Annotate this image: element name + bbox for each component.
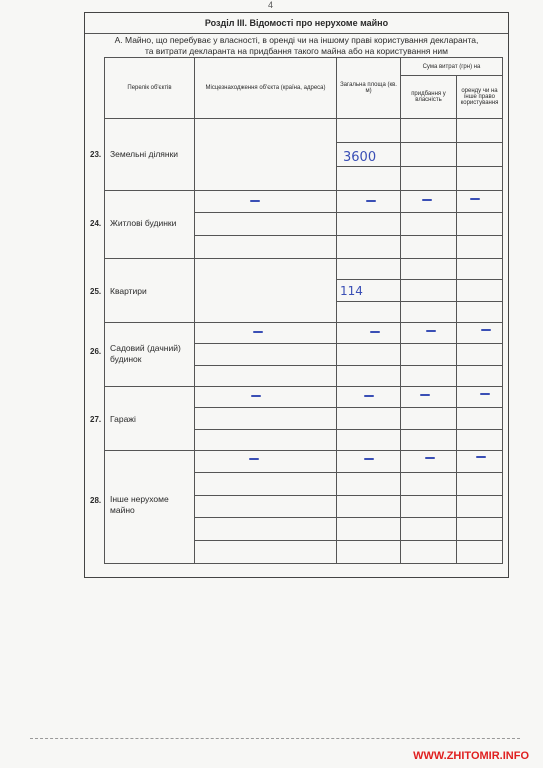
page-bottom-rule [30, 738, 520, 739]
row-label: Садовий (дачний) будинок [110, 343, 181, 364]
row-number: 27. [90, 415, 102, 424]
watermark: WWW.ZHITOMIR.INFO [413, 750, 529, 762]
row-number: 28. [90, 496, 102, 505]
header-rent: оренду чи на інше право користування [457, 76, 503, 119]
section-title: Розділ III. Відомості про нерухоме майно [85, 13, 508, 34]
section-subtitle [85, 35, 508, 57]
handwritten-area: 114 [340, 284, 363, 298]
row-label: Квартири [110, 286, 147, 296]
page-number: 4 [268, 0, 274, 10]
header-area: Загальна площа (кв. м) [337, 58, 401, 119]
row-label: Гаражі [110, 414, 136, 424]
section-subtitle-line-2: та витрати декларанта на придбання такого майна або на користування ним [144, 46, 449, 56]
header-purchase: придбання у власність [401, 76, 457, 119]
property-table [104, 57, 503, 564]
row-number: 24. [90, 219, 102, 228]
header-cost-group: Сума витрат (грн) на [401, 58, 503, 76]
header-location: Місцезнаходження об'єкта (країна, адреса) [195, 58, 337, 119]
location-cell [195, 119, 337, 191]
row-number: 25. [90, 287, 102, 296]
row-number: 23. [90, 150, 102, 159]
row-number: 26. [90, 347, 102, 356]
header-objects: Перелік об'єктів [105, 58, 195, 119]
row-label: Земельні ділянки [110, 149, 179, 159]
row-label: Житлові будинки [110, 218, 177, 228]
section-subtitle-line-1: А. Майно, що перебуває у власності, в оренді чи на іншому праві користування декларанта, [114, 35, 479, 45]
handwritten-area: 3600 [343, 150, 377, 165]
row-label: Інше нерухоме майно [110, 494, 169, 515]
